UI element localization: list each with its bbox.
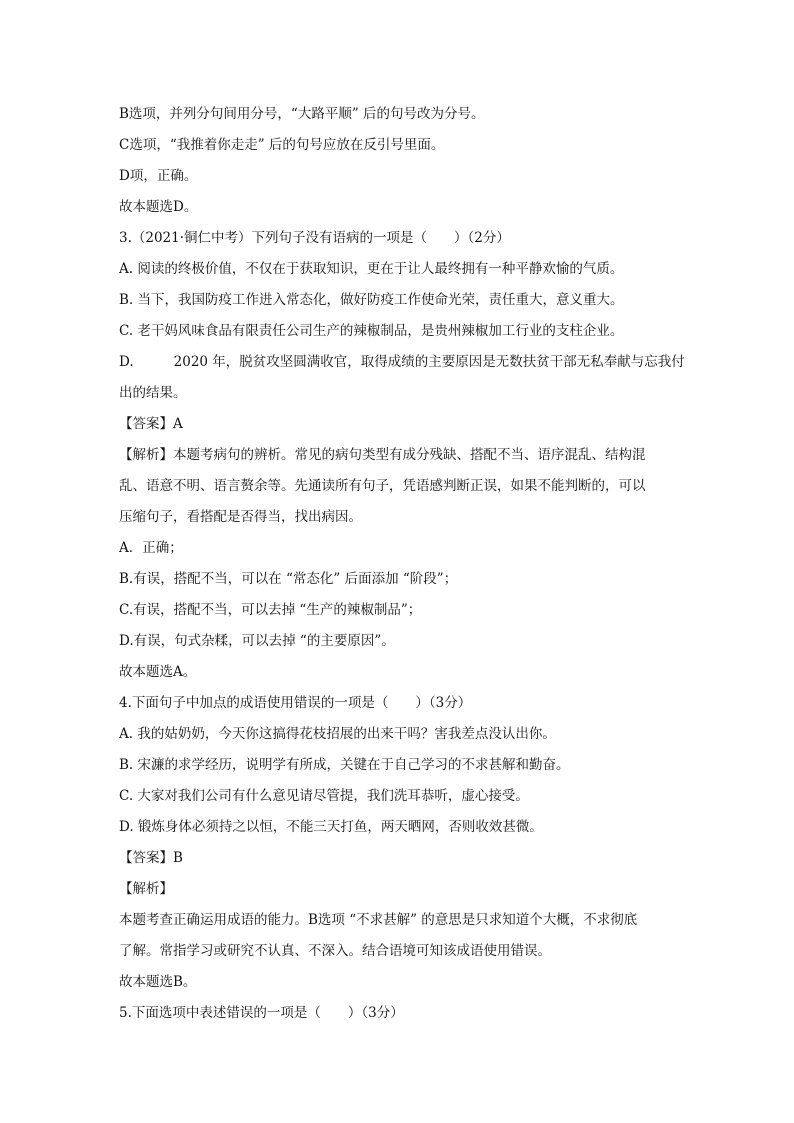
option-c: C. 老干妈风味食品有限责任公司生产的辣椒制品，是贵州辣椒加工行业的支柱企业。 xyxy=(119,323,624,339)
option-d: D. 锻炼身体必须持之以恒，不能三天打鱼，两天晒网，否则收效甚微。 xyxy=(119,819,543,835)
text-line: 故本题选A。 xyxy=(119,664,197,680)
text-line: 乱、语意不明、语言赘余等。先通读所有句子，凭语感判断正误，如果不能判断的，可以 xyxy=(119,478,646,494)
text-line: 本题考查正确运用成语的能力。B选项 “不求甚解” 的意思是只求知道个大概，不求彻底 xyxy=(119,912,638,928)
answer-line: 【答案】B xyxy=(119,850,183,866)
question-heading: 5.下面选项中表述错误的一项是（ ）（3分） xyxy=(119,1005,404,1021)
text-line: 压缩句子，看搭配是否得当，找出病因。 xyxy=(119,509,362,525)
option-d xyxy=(119,347,685,378)
option-c: C. 大家对我们公司有什么意见请尽管提，我们洗耳恭听，虚心接受。 xyxy=(119,788,529,804)
text-line: C选项，“我推着你走走” 后的句号应放在反引号里面。 xyxy=(119,137,445,153)
text-line: 故本题选B。 xyxy=(119,974,197,990)
text-line: 故本题选D。 xyxy=(119,199,198,215)
option-a: A. 我的姑奶奶，今天你这搞得花枝招展的出来干吗？害我差点没认出你。 xyxy=(119,726,556,742)
option-a: A. 阅读的终极价值，不仅在于获取知识，更在于让人最终拥有一种平静欢愉的气质。 xyxy=(119,261,624,277)
option-b: B. 当下，我国防疫工作进入常态化，做好防疫工作使命光荣，责任重大，意义重大。 xyxy=(119,292,624,308)
text-line: D项，正确。 xyxy=(119,168,198,184)
text-line: A．正确； xyxy=(119,540,183,556)
analysis-line: 【解析】本题考病句的辨析。常见的病句类型有成分残缺、搭配不当、语序混乱、结构混 xyxy=(119,447,646,463)
text-line: B选项，并列分句间用分号，“大路平顺” 后的句号改为分号。 xyxy=(119,106,485,122)
text-line: C.有误，搭配不当，可以去掉 “生产的辣椒制品”； xyxy=(119,602,422,618)
option-d-text: 2020 年，脱贫攻坚圆满收官，取得成绩的主要原因是无数扶贫干部无私奉献与忘我付 xyxy=(173,354,685,370)
question-heading: 4.下面句子中加点的成语使用错误的一项是（ ）（3分） xyxy=(119,695,472,711)
question-heading: 3.（2021·铜仁中考）下列句子没有语病的一项是（ ）（2分） xyxy=(119,230,510,246)
text-line: 了解。常指学习或研究不认真、不深入。结合语境可知该成语使用错误。 xyxy=(119,943,551,959)
document-body xyxy=(119,99,685,1029)
option-d-label: D. xyxy=(119,354,134,370)
option-d-continued: 出的结果。 xyxy=(119,385,187,401)
text-line: B.有误，搭配不当，可以在 “常态化” 后面添加 “阶段”； xyxy=(119,571,458,587)
analysis-line: 【解析】 xyxy=(119,881,173,897)
text-line: D.有误，句式杂糅，可以去掉 “的主要原因”。 xyxy=(119,633,395,649)
answer-line: 【答案】A xyxy=(119,416,183,432)
option-b: B. 宋濂的求学经历，说明学有所成，关键在于自己学习的不求甚解和勤奋。 xyxy=(119,757,570,773)
